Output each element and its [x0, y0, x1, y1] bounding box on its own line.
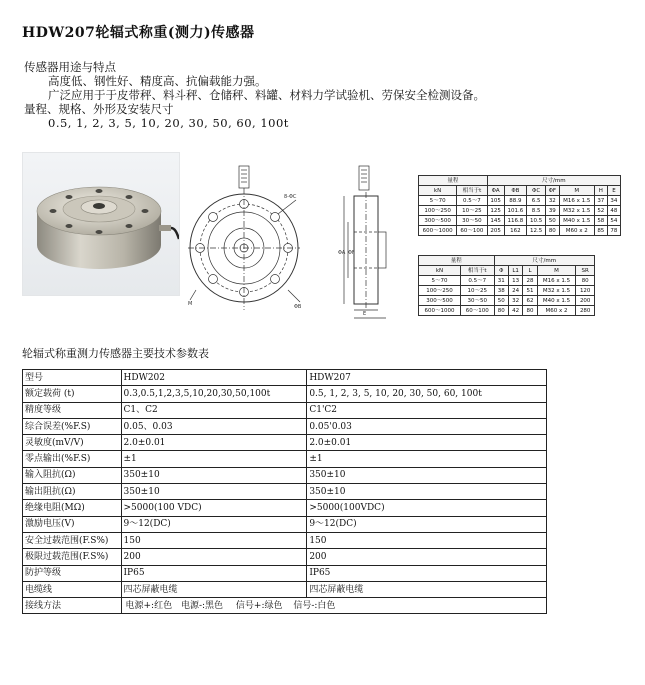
table-cell: M40 x 1.5 — [559, 216, 594, 226]
table-cell: 接线方法 — [23, 598, 122, 614]
range-values: 0.5, 1, 2, 3, 5, 10, 20, 30, 50, 60, 100t — [48, 116, 289, 130]
table-cell: 30～50 — [460, 296, 494, 306]
table-cell: HDW202 — [121, 370, 307, 386]
table-row — [419, 206, 621, 216]
table-cell: 50 — [546, 216, 560, 226]
table-row — [419, 296, 595, 306]
parameter-table — [22, 369, 547, 614]
table-cell: 51 — [523, 286, 537, 296]
table-cell: 150 — [307, 532, 547, 548]
table-cell: 300～500 — [419, 216, 457, 226]
table-cell: 24 — [508, 286, 522, 296]
size-header: 尺寸/mm — [494, 256, 594, 266]
table-row — [23, 402, 547, 418]
table-cell: ±1 — [121, 451, 307, 467]
table-cell: 58 — [594, 216, 607, 226]
table-cell: E — [607, 186, 620, 196]
dim-label-phia: ΦA — [338, 250, 346, 256]
feature-line: 高度低、钢性好、精度高、抗偏载能力强。 — [48, 74, 267, 88]
table-cell: kN — [419, 266, 461, 276]
table-cell: 39 — [546, 206, 560, 216]
table-cell: 100～250 — [419, 206, 457, 216]
table-row — [23, 467, 547, 483]
table-cell: 10～25 — [457, 206, 488, 216]
table-cell: 9～12(DC) — [307, 516, 547, 532]
table-row — [419, 216, 621, 226]
table-cell: M40 x 1.5 — [537, 296, 576, 306]
table-cell: 105 — [487, 196, 504, 206]
size-header: 尺寸/mm — [487, 176, 620, 186]
table-cell: 162 — [504, 226, 527, 236]
table-cell: IP65 — [307, 565, 547, 581]
table-cell: L1 — [508, 266, 522, 276]
table-cell: 34 — [607, 196, 620, 206]
table-cell: ΦB — [504, 186, 527, 196]
table-cell: 300～500 — [419, 296, 461, 306]
table-cell: 31 — [494, 276, 508, 286]
table-row — [23, 386, 547, 402]
table-cell: C1、C2 — [121, 402, 307, 418]
table-cell: ±1 — [307, 451, 547, 467]
table-cell: 52 — [594, 206, 607, 216]
parameter-table-caption: 轮辐式称重测力传感器主要技术参数表 — [22, 347, 209, 360]
table-cell: 综合误差(%F.S) — [23, 418, 122, 434]
table-cell: 54 — [607, 216, 620, 226]
table-cell: 80 — [576, 276, 595, 286]
table-cell: 60～100 — [457, 226, 488, 236]
table-cell: 激励电压(V) — [23, 516, 122, 532]
table-row — [23, 549, 547, 565]
table-cell: 42 — [508, 306, 522, 316]
table-cell: M32 x 1.5 — [559, 206, 594, 216]
table-cell: 32 — [546, 196, 560, 206]
table-row — [23, 370, 547, 386]
table-cell: 48 — [607, 206, 620, 216]
table-row — [419, 286, 595, 296]
table-cell: 125 — [487, 206, 504, 216]
table-cell: 2.0±0.01 — [121, 435, 307, 451]
table-cell: 600～1000 — [419, 226, 457, 236]
table-cell: 0.05、0.03 — [121, 418, 307, 434]
table-cell: 80 — [546, 226, 560, 236]
table-cell: 零点输出(%F.S) — [23, 451, 122, 467]
usage-heading: 传感器用途与特点 — [24, 60, 116, 74]
table-cell: 60～100 — [460, 306, 494, 316]
table-row — [419, 306, 595, 316]
table-cell: 100～250 — [419, 286, 461, 296]
table-cell: H — [594, 186, 607, 196]
wiring-item: 电源-:黑色 — [180, 600, 224, 611]
table-cell: M16 x 1.5 — [537, 276, 576, 286]
table-cell: 120 — [576, 286, 595, 296]
table-cell: 额定载荷 (t) — [23, 386, 122, 402]
table-cell: 28 — [523, 276, 537, 286]
table-cell: kN — [419, 186, 457, 196]
table-cell: HDW207 — [307, 370, 547, 386]
table-cell: M32 x 1.5 — [537, 286, 576, 296]
table-row — [419, 276, 595, 286]
table-cell: 10.5 — [527, 216, 546, 226]
table-cell: 38 — [494, 286, 508, 296]
table-cell: 9～12(DC) — [121, 516, 307, 532]
table-cell: 0.5～7 — [460, 276, 494, 286]
table-cell: 极限过载范围(F.S%) — [23, 549, 122, 565]
table-cell: 8.5 — [527, 206, 546, 216]
table-row — [419, 226, 621, 236]
table-cell: 37 — [594, 196, 607, 206]
table-cell: 145 — [487, 216, 504, 226]
table-cell: 62 — [523, 296, 537, 306]
table-cell: 四芯屏蔽电缆 — [307, 581, 547, 597]
table-cell: 5～70 — [419, 196, 457, 206]
dim-label-m: M — [188, 301, 193, 307]
table-cell: 0.5, 1, 2, 3, 5, 10, 20, 30, 50, 60, 100t — [307, 386, 547, 402]
table-cell: ΦA — [487, 186, 504, 196]
table-cell: SR — [576, 266, 595, 276]
table-cell: M16 x 1.5 — [559, 196, 594, 206]
table-row — [419, 196, 621, 206]
table-cell: M — [537, 266, 576, 276]
table-cell: 6.5 — [527, 196, 546, 206]
table-row — [23, 451, 547, 467]
dimension-table-1 — [418, 175, 621, 236]
table-row — [23, 516, 547, 532]
table-cell: 80 — [523, 306, 537, 316]
table-cell: 安全过载范围(F.S%) — [23, 532, 122, 548]
table-cell: 防护等级 — [23, 565, 122, 581]
table-row — [23, 565, 547, 581]
table-cell: 0.3,0.5,1,2,3,5,10,20,30,50,100t — [121, 386, 307, 402]
table-cell: 输出阻抗(Ω) — [23, 484, 122, 500]
product-photo — [22, 152, 180, 296]
table-cell: >5000(100 VDC) — [121, 500, 307, 516]
table-cell: 12.5 — [527, 226, 546, 236]
table-cell: 350±10 — [121, 467, 307, 483]
bolt-hole-label: 8-ΦC — [284, 194, 297, 200]
wiring-item: 电源+:红色 — [125, 600, 173, 611]
wiring-item: 信号+:绿色 — [235, 600, 283, 611]
table-cell: M60 x 2 — [537, 306, 576, 316]
range-header: 量程 — [419, 176, 488, 186]
table-subheader — [419, 186, 621, 196]
table-cell: 型号 — [23, 370, 122, 386]
table-cell: 200 — [307, 549, 547, 565]
table-cell: 30～50 — [457, 216, 488, 226]
table-cell: 205 — [487, 226, 504, 236]
table-cell: 10～25 — [460, 286, 494, 296]
table-cell: 绝缘电阻(MΩ) — [23, 500, 122, 516]
table-cell: 5～70 — [419, 276, 461, 286]
table-cell: 350±10 — [307, 484, 547, 500]
table-cell: 0.05'0.03 — [307, 418, 547, 434]
table-cell: 相当于t — [460, 266, 494, 276]
table-cell: 电缆线 — [23, 581, 122, 597]
table-cell: L — [523, 266, 537, 276]
table-cell: 280 — [576, 306, 595, 316]
table-cell: 13 — [508, 276, 522, 286]
dim-label-phif: ΦF — [348, 250, 355, 256]
table-cell: 四芯屏蔽电缆 — [121, 581, 307, 597]
table-cell: >5000(100VDC) — [307, 500, 547, 516]
table-cell: 85 — [594, 226, 607, 236]
range-header: 量程 — [419, 256, 495, 266]
table-row — [23, 581, 547, 597]
table-cell: 相当于t — [457, 186, 488, 196]
table-cell: 78 — [607, 226, 620, 236]
application-line: 广泛应用于于皮带秤、料斗秤、仓储秤、料罐、材料力学试验机、劳保安全检测设备。 — [48, 88, 485, 102]
table-cell: Φ — [494, 266, 508, 276]
table-cell: 0.5～7 — [457, 196, 488, 206]
side-view-drawing — [330, 162, 398, 320]
dim-label-phib: ΦB — [294, 304, 302, 310]
table-subheader — [419, 266, 595, 276]
table-cell: 32 — [508, 296, 522, 306]
table-cell: C1'C2 — [307, 402, 547, 418]
table-cell: 2.0±0.01 — [307, 435, 547, 451]
table-cell: IP65 — [121, 565, 307, 581]
table-cell: 80 — [494, 306, 508, 316]
table-cell: 200 — [576, 296, 595, 306]
load-cell-image — [23, 153, 179, 295]
table-row — [23, 484, 547, 500]
table-row — [23, 418, 547, 434]
table-cell: 350±10 — [307, 467, 547, 483]
table-cell: 350±10 — [121, 484, 307, 500]
dimension-table-2 — [418, 255, 595, 316]
table-row — [23, 598, 547, 614]
front-view-drawing — [188, 160, 312, 320]
table-cell: 50 — [494, 296, 508, 306]
table-row — [23, 435, 547, 451]
dim-label-e: E — [363, 311, 367, 317]
table-cell: 灵敏度(mV/V) — [23, 435, 122, 451]
table-cell: 88.9 — [504, 196, 527, 206]
table-cell: 116.8 — [504, 216, 527, 226]
page-title: HDW207轮辐式称重(测力)传感器 — [22, 25, 255, 41]
table-row — [23, 532, 547, 548]
table-cell: M60 x 2 — [559, 226, 594, 236]
table-row — [23, 500, 547, 516]
wiring-item: 信号-:白色 — [293, 600, 336, 611]
table-cell: 600～1000 — [419, 306, 461, 316]
table-cell: 精度等级 — [23, 402, 122, 418]
table-cell: 输入阻抗(Ω) — [23, 467, 122, 483]
range-heading: 量程、规格、外形及安装尺寸 — [24, 102, 174, 116]
wiring-cell — [121, 598, 547, 614]
table-cell: ΦC — [527, 186, 546, 196]
table-cell: ΦF — [546, 186, 560, 196]
table-cell: M — [559, 186, 594, 196]
table-cell: 150 — [121, 532, 307, 548]
table-cell: 101.6 — [504, 206, 527, 216]
table-cell: 200 — [121, 549, 307, 565]
